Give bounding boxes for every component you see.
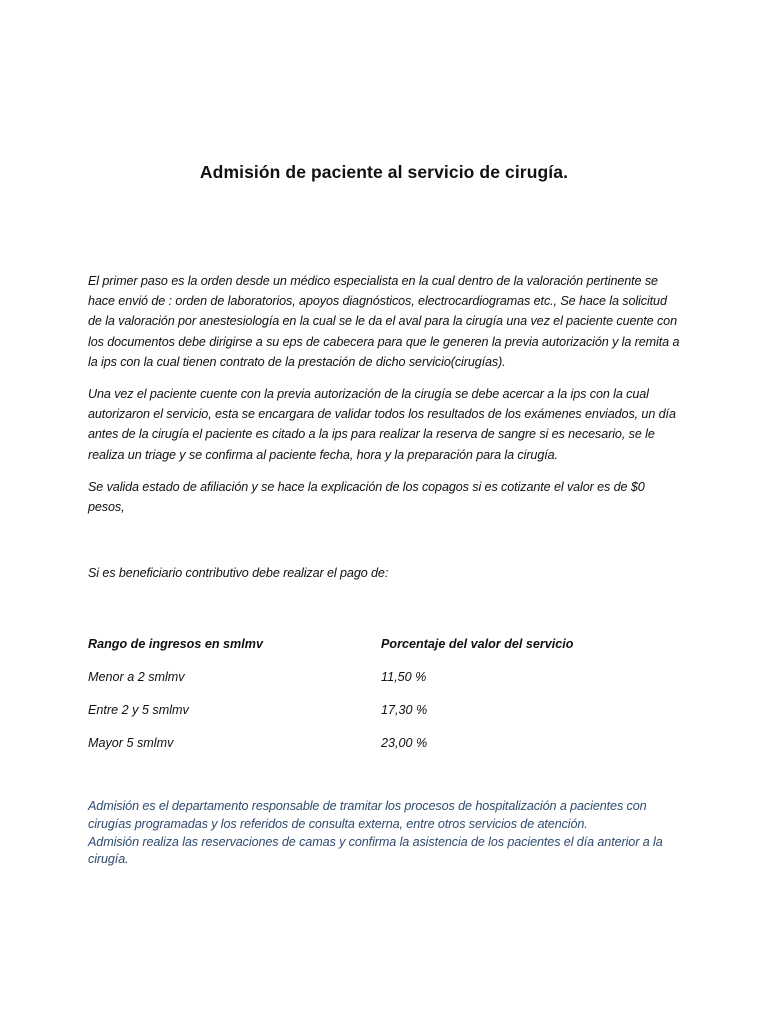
table-header-row	[88, 637, 688, 670]
admission-note-line: Admisión es el departamento responsable de tramitar los procesos de hospitalización a pacientes con cirugías programadas y los referidos de consulta externa, entre otros servicios de atención.	[88, 799, 647, 831]
admission-note	[88, 798, 678, 869]
table-cell-income-range: Mayor 5 smlmv	[88, 736, 174, 750]
table-header-percentage: Porcentaje del valor del servicio	[381, 637, 574, 651]
copay-table	[88, 637, 688, 769]
page-title: Admisión de paciente al servicio de cirugía.	[199, 162, 569, 182]
table-row	[88, 670, 688, 703]
table-row	[88, 703, 688, 736]
table-cell-income-range: Entre 2 y 5 smlmv	[88, 703, 189, 717]
paragraph-process-start: El primer paso es la orden desde un médico especialista en la cual dentro de la valoración pertinente se hace envió de : orden de laboratorios, apoyos diagnósticos, electrocardiogramas etc., Se hace la solicitud de la valoración por anestesiología en la cual se le da el aval para la cirugía una vez el paciente cuente con los documentos debe dirigirse a su eps de cabecera para que le generen la previa autorización y la remita a la ips con la cual tienen contrato de la prestación de dicho servicio(cirugías).	[88, 274, 680, 369]
admission-note-line: Admisión realiza las reservaciones de camas y confirma la asistencia de los pacientes el día anterior a la cirugía.	[88, 834, 663, 867]
table-cell-percentage: 11,50 %	[381, 670, 427, 684]
table-cell-percentage: 23,00 %	[381, 736, 428, 750]
table-row	[88, 736, 688, 769]
paragraph-authorization: Una vez el paciente cuente con la previa autorización de la cirugía se debe acercar a la ips con la cual autorizaron el servicio, esta se encargara de validar todos los resultados de los exámenes enviados, un día antes de la cirugía el paciente es citado a la ips para realizar la reserva de sangre si es necesario, se le realiza un triage y se confirma al paciente fecha, hora y la preparación para la cirugía.	[88, 387, 676, 462]
table-cell-percentage: 17,30 %	[381, 703, 428, 717]
table-cell-income-range: Menor a 2 smlmv	[88, 670, 185, 684]
paragraph-beneficiary: Si es beneficiario contributivo debe realizar el pago de:	[88, 566, 389, 580]
paragraph-affiliation: Se valida estado de afiliación y se hace la explicación de los copagos si es cotizante el valor es de $0 pesos,	[88, 480, 645, 515]
table-header-income-range: Rango de ingresos en smlmv	[88, 637, 263, 651]
